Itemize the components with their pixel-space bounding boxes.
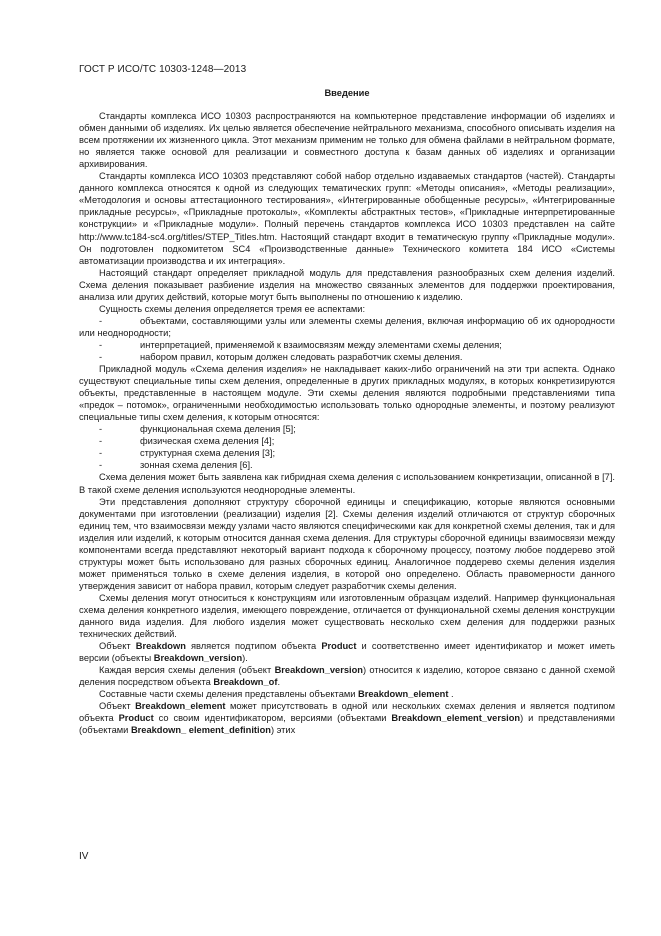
entity-name: Breakdown — [135, 641, 186, 652]
text-run: ) относится к изделию, которое связано с данной схемой деления посредством объекта — [79, 665, 616, 688]
aspect-text: объектами, составляющими узлы или элементы схемы деления, включая информацию об их однородности или неоднородности; — [79, 315, 615, 338]
entity-name: Breakdown_version — [153, 653, 243, 664]
text-run: со своим идентификатором, версиями (объектами — [153, 713, 392, 724]
list-item — [79, 435, 615, 447]
text-run: Составные части схемы деления представлены объектами — [99, 689, 359, 700]
type-text: зонная схема деления [6]. — [140, 460, 253, 471]
entity-name: Breakdown_element — [358, 689, 449, 700]
text-run: Объект — [99, 701, 136, 712]
list-item — [79, 447, 615, 459]
list-dash: - — [99, 436, 103, 447]
list-item — [79, 459, 615, 471]
list-dash: - — [99, 460, 103, 471]
list-item — [79, 423, 615, 435]
paragraph-4: Сущность схемы деления определяется тремя ее аспектами: — [99, 303, 366, 314]
entity-name: Breakdown_of — [213, 677, 278, 688]
entity-name: Breakdown_element_version — [391, 713, 521, 724]
list-dash: - — [99, 339, 103, 350]
text-run: и соответственно имеет идентификатор и может иметь версии (объекты — [79, 641, 616, 664]
paragraph-6: Схема деления может быть заявлена как гибридная схема деления с использованием конкретизации, описанной в [7]. В такой схеме деления используются неоднородные элементы. — [79, 472, 615, 495]
page-body — [79, 87, 615, 736]
paragraph-1: Стандарты комплекса ИСО 10303 распространяются на компьютерное представление информации об изделиях и обмен данными об изделиях. Их целью является обеспечение нейтрального механизма, способного описывать изделия на всем протяжении их жизненного цикла. Этот механизм применим не только для обмена файлами в нейтральном формате, но является также основой для реализации и совместного доступа к базам данных об изделиях и организации архивирования. — [79, 111, 615, 170]
text-run: может присутствовать в одной или нескольких схемах деления и является подтипом объекта — [79, 701, 615, 724]
text-run: . — [448, 689, 454, 700]
text-run: ) и представлениями (объектами — [79, 713, 616, 736]
aspect-text: интерпретацией, применяемой к взаимосвязям между элементами схемы деления; — [140, 339, 502, 350]
paragraph-8: Схемы деления могут относиться к конструкциям или изготовленным образцам изделий. Например функциональная схема деления конкретного изделия, имеющего повреждение, отличается от функциональной схемы деления конструкции данного вида изделия. Для любого изделия может существовать несколько схем деления для поддержки разных технических действий. — [79, 592, 615, 640]
text-run: ). — [242, 653, 248, 664]
page-number: IV — [79, 851, 89, 862]
paragraph-11 — [79, 688, 615, 700]
document-header: ГОСТ Р ИСО/ТС 10303-1248—2013 — [79, 64, 247, 75]
paragraph-2: Стандарты комплекса ИСО 10303 представляют собой набор отдельно издаваемых стандартов (частей). Стандарты данного комплекса относятся к одной из следующих тематических групп: «Методы описания», «Методы реализации», «Методология и основы аттестационного тестирования», «Интегрированные обобщенные ресурсы», «Интегрированные прикладные ресурсы», «Прикладные протоколы», «Комплекты абстрактных тестов», «Прикладные интерпретированные конструкции» и «Прикладные модули». Полный перечень стандартов комплекса ИСО 10303 представлен на сайте http://www.tc184-sc4.org/titles/STEP_Titles.htm. Настоящий стандарт входит в тематическую группу «Прикладные модули». Он подготовлен подкомитетом SC4 «Производственные данные» Технического комитета 184 ИСО «Системы автоматизации производства и их интеграция». — [79, 171, 615, 266]
entity-name: Product — [321, 641, 357, 652]
text-run: Каждая версия схемы деления (объект — [99, 665, 275, 676]
list-dash: - — [99, 448, 103, 459]
entity-name: Breakdown_ element_definition — [130, 725, 271, 736]
paragraph-3: Настоящий стандарт определяет прикладной модуль для представления разнообразных схем деления изделий. Схема деления показывает разбиение изделия на множество связанных элементов для поддержки проектирования, анализа или других действий, которые могут быть выполнены по отношению к изделию. — [79, 267, 615, 302]
type-text: структурная схема деления [3]; — [140, 448, 276, 459]
type-text: физическая схема деления [4]; — [140, 436, 275, 447]
aspect-text: набором правил, которым должен следовать разработчик схемы деления. — [140, 351, 463, 362]
text-run: . — [277, 677, 281, 688]
entity-name: Breakdown_element — [135, 701, 226, 712]
list-item — [79, 351, 615, 363]
list-item — [79, 315, 615, 339]
paragraph-12 — [79, 700, 615, 736]
text-run: Объект — [99, 641, 136, 652]
text-run: является подтипом объекта — [185, 641, 322, 652]
paragraph-10 — [79, 664, 615, 688]
entity-name: Product — [118, 713, 154, 724]
section-title: Введение — [324, 88, 370, 98]
paragraph-9 — [79, 640, 615, 664]
paragraph-5: Прикладной модуль «Схема деления изделия» не накладывает каких-либо ограничений на эти три аспекта. Однако существуют специальные типы схем деления, определенные в других прикладных модулях, в которых конкретизируются объекты, представленные в настоящем модуле. Эти схемы деления являются подробными представлениями типа «предок – потомок», ограниченными необходимостью использовать только однородные элементы, и поэтому реализуют специальные типы схем деления, к которым относятся: — [79, 364, 615, 423]
list-dash: - — [99, 424, 103, 435]
type-text: функциональная схема деления [5]; — [140, 424, 296, 435]
list-dash: - — [99, 351, 103, 362]
list-item — [79, 339, 615, 351]
text-run: ) этих — [270, 725, 296, 736]
entity-name: Breakdown_version — [274, 665, 363, 676]
list-dash: - — [99, 315, 103, 326]
paragraph-7: Эти представления дополняют структуру сборочной единицы и спецификацию, которые являются основными документами при изготовлении (реализации) изделия [2]. Схемы деления изделий отличаются от структур сборочных единиц тем, что взаимосвязи между узлами часто являются специфическими как для конкретной схемы деления, так и для изделия или изделий, к которым относится данная схема деления. Для структуры сборочной единицы взаимосвязи между компонентами всегда представляют некоторый вариант подхода к сборочному процессу, поэтому любое поддерево этой структуры может быть использовано для разных сборочных единиц. Аналогичное поддерево схемы деления изделия может применяться только в схеме деления изделия, в которой оно определено. Область правомерности данного утверждения зависит от набора правил, которым следует разработчик схемы деления. — [79, 496, 615, 591]
